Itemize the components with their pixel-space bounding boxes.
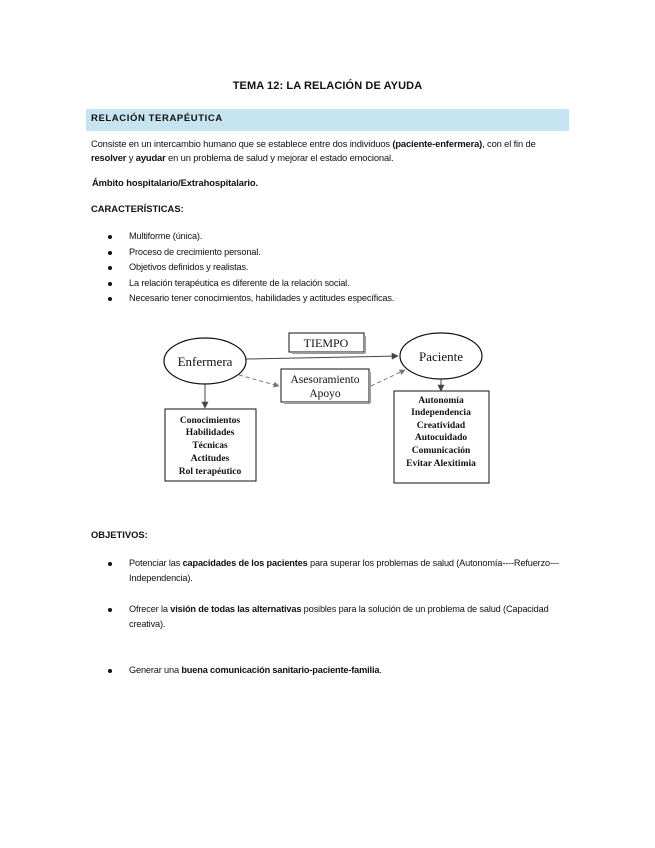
objetivo-text: Ofrecer la	[129, 604, 171, 614]
list-item: Proceso de crecimiento personal.	[108, 245, 568, 261]
paciente-attribute: Evitar Alexitimia	[406, 459, 476, 469]
enfermera-paciente-arrow	[246, 356, 398, 359]
enfermera-label: Enfermera	[177, 354, 233, 369]
caracteristicas-heading: CARACTERÍSTICAS:	[91, 203, 184, 214]
objetivos-heading: OBJETIVOS:	[91, 529, 148, 540]
intro-text: en un problema de salud y mejorar el estado emocional.	[165, 152, 394, 163]
intro-bold-resolver: resolver	[91, 152, 127, 163]
list-item: La relación terapéutica es diferente de la relación social.	[108, 276, 568, 292]
relacion-ayuda-diagram	[160, 328, 495, 488]
intro-paragraph	[91, 137, 569, 165]
intro-text: Consiste en un intercambio humano que se establece entre dos individuos	[91, 138, 393, 149]
intro-text: , con el fin de	[482, 138, 536, 149]
list-item: Multiforme (única).	[108, 229, 568, 245]
list-item: Necesario tener conocimientos, habilidades y actitudes específicas.	[108, 291, 568, 307]
dashed-arrow-to-asesoramiento	[239, 375, 279, 386]
ambito-line: Ámbito hospitalario/Extrahospitalario.	[92, 177, 259, 188]
paciente-label: Paciente	[418, 349, 464, 364]
paciente-attribute: Creatividad	[416, 421, 466, 431]
paciente-attribute: Autocuidado	[414, 433, 468, 443]
asesoramiento-label: Asesoramiento	[290, 374, 360, 386]
objetivo-text: Potenciar las	[129, 558, 183, 568]
enfermera-attribute: Actitudes	[190, 454, 230, 464]
objetivo-text: Generar una	[129, 665, 182, 675]
objetivo-text: .	[379, 665, 382, 675]
enfermera-attribute: Habilidades	[185, 428, 235, 438]
intro-bold-ayudar: ayudar	[135, 152, 166, 163]
tiempo-label: TIEMPO	[303, 336, 349, 350]
objetivo-text: para superar los problemas de salud (Autonomía----Refuerzo---Independencia).	[129, 558, 559, 584]
objetivo-item	[108, 663, 568, 678]
objetivo-text: posibles para la solución de un problema de salud (Capacidad creativa).	[129, 604, 549, 630]
objetivo-bold: buena comunicación sanitario-paciente-familia	[181, 665, 380, 675]
dashed-arrow-to-paciente	[371, 370, 405, 386]
section-heading-relacion-terapeutica: RELACIÓN TERAPÉUTICA	[86, 109, 569, 131]
enfermera-attribute: Rol terapéutico	[178, 467, 242, 477]
objetivo-item	[108, 602, 568, 633]
objetivo-bold: capacidades de los pacientes	[182, 558, 308, 568]
enfermera-attribute: Conocimientos	[179, 416, 241, 426]
intro-bold-roles: (paciente-enfermera)	[392, 138, 483, 149]
caracteristicas-list	[108, 229, 568, 307]
objetivo-bold: visión de todas las alternativas	[170, 604, 302, 614]
apoyo-label: Apoyo	[309, 388, 341, 400]
enfermera-attribute: Técnicas	[192, 441, 228, 451]
objetivo-item	[108, 556, 568, 587]
paciente-attribute: Comunicación	[411, 446, 471, 456]
paciente-attribute: Autonomía	[418, 396, 464, 406]
page-title: TEMA 12: LA RELACIÓN DE AYUDA	[232, 80, 423, 92]
list-item: Objetivos definidos y realistas.	[108, 260, 568, 276]
intro-text: y	[126, 152, 136, 163]
paciente-attribute: Independencia	[411, 408, 471, 418]
